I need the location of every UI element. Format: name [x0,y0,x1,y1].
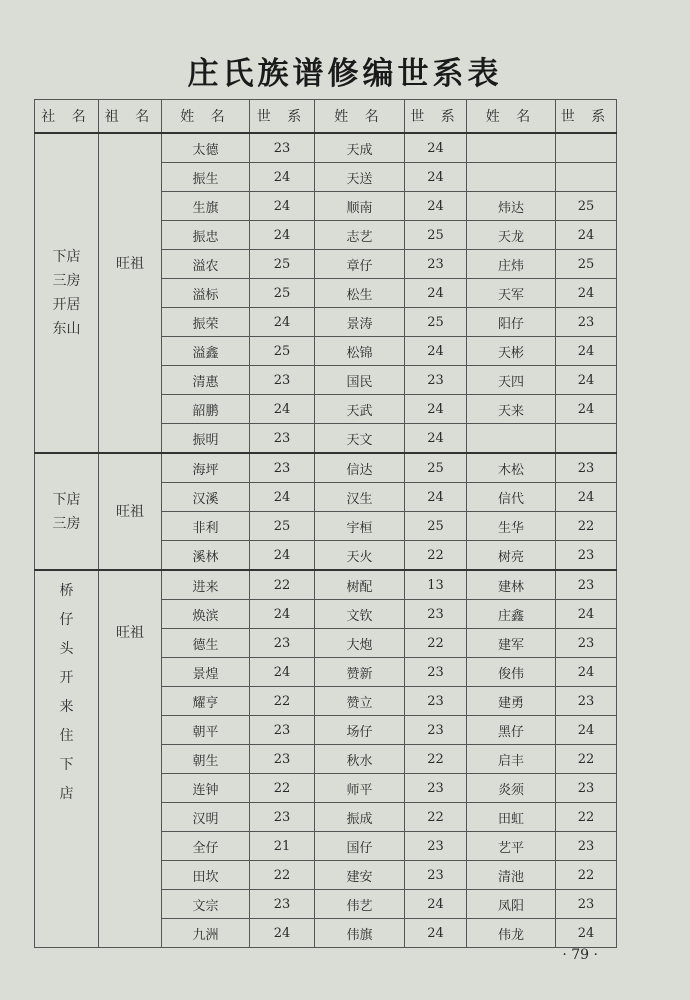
name-cell: 师平 [315,774,405,803]
shemin-line: 开居 [52,297,81,313]
name-cell: 天来 [467,395,556,424]
name-cell: 庄炜 [467,250,556,279]
generation-cell: 23 [250,803,315,832]
col-header-zumin: 祖 名 [99,100,162,134]
generation-cell: 24 [405,337,467,366]
page-title: 庄氏族谱修编世系表 [187,56,503,92]
shemin-cell [35,570,99,948]
lineage-group [35,133,617,453]
name-cell: 凤阳 [467,890,556,919]
generation-cell: 24 [250,163,315,192]
name-cell: 赞立 [315,687,405,716]
generation-cell: 24 [556,279,617,308]
generation-cell: 24 [405,192,467,221]
zumin-cell: 旺祖 [99,570,162,948]
generation-cell: 24 [556,221,617,250]
shemin-line: 下店 [52,491,81,508]
name-cell: 海坪 [162,453,250,483]
generation-cell: 23 [405,658,467,687]
shemin-line: 开 [59,670,74,686]
name-cell: 信达 [315,453,405,483]
name-cell: 九洲 [162,919,250,948]
name-cell: 韶鹏 [162,395,250,424]
generation-cell: 23 [556,629,617,658]
generation-cell: 24 [250,541,315,571]
generation-cell: 24 [556,483,617,512]
generation-cell: 23 [556,774,617,803]
name-cell: 文钦 [315,600,405,629]
generation-cell: 21 [250,832,315,861]
generation-cell: 22 [405,803,467,832]
name-cell: 文宗 [162,890,250,919]
generation-cell: 24 [405,424,467,454]
name-cell: 伟旗 [315,919,405,948]
name-cell: 天龙 [467,221,556,250]
name-cell: 伟龙 [467,919,556,948]
name-cell: 天彬 [467,337,556,366]
generation-cell [556,133,617,163]
name-cell: 建安 [315,861,405,890]
header-row [35,100,617,134]
name-cell: 伟艺 [315,890,405,919]
name-cell: 景涛 [315,308,405,337]
generation-cell: 24 [250,192,315,221]
generation-cell: 22 [250,861,315,890]
shemin-line: 东山 [52,321,81,337]
generation-cell: 23 [405,600,467,629]
name-cell: 振成 [315,803,405,832]
page-number: · 79 · [562,947,598,963]
generation-cell: 24 [405,483,467,512]
shemin-line: 住 [59,728,74,744]
shemin-line: 三房 [52,515,81,532]
name-cell: 景煌 [162,658,250,687]
generation-cell: 23 [250,453,315,483]
generation-cell: 24 [405,890,467,919]
name-cell: 田坎 [162,861,250,890]
name-cell: 木松 [467,453,556,483]
generation-cell: 24 [556,716,617,745]
name-cell: 生华 [467,512,556,541]
generation-cell: 25 [250,250,315,279]
name-cell: 焕滨 [162,600,250,629]
name-cell: 朝生 [162,745,250,774]
zumin-cell: 旺祖 [99,453,162,570]
generation-cell: 25 [250,512,315,541]
generation-cell: 23 [556,890,617,919]
name-cell: 汉溪 [162,483,250,512]
generation-cell: 23 [556,541,617,571]
generation-cell: 25 [405,453,467,483]
col-header-name-3: 姓 名 [467,100,556,134]
generation-cell: 24 [556,658,617,687]
generation-cell: 23 [250,629,315,658]
generation-cell: 23 [250,716,315,745]
col-header-name-2: 姓 名 [315,100,405,134]
name-cell: 天军 [467,279,556,308]
name-cell: 溢农 [162,250,250,279]
generation-cell: 25 [556,250,617,279]
name-cell: 炜达 [467,192,556,221]
shemin-line: 下店 [52,249,81,265]
lineage-table [34,99,617,948]
name-cell: 振生 [162,163,250,192]
name-cell: 树亮 [467,541,556,571]
name-cell: 章仔 [315,250,405,279]
name-cell: 秋水 [315,745,405,774]
name-cell: 天送 [315,163,405,192]
name-cell: 振忠 [162,221,250,250]
generation-cell: 24 [250,658,315,687]
name-cell: 大炮 [315,629,405,658]
name-cell: 炎须 [467,774,556,803]
name-cell: 德生 [162,629,250,658]
name-cell: 黑仔 [467,716,556,745]
generation-cell: 24 [250,600,315,629]
name-cell: 艺平 [467,832,556,861]
name-cell: 清惠 [162,366,250,395]
name-cell: 天火 [315,541,405,571]
name-cell [467,163,556,192]
generation-cell: 24 [405,163,467,192]
generation-cell: 23 [556,832,617,861]
col-header-name-1: 姓 名 [162,100,250,134]
name-cell: 建林 [467,570,556,600]
generation-cell: 23 [250,366,315,395]
generation-cell: 23 [405,250,467,279]
name-cell: 天文 [315,424,405,454]
generation-cell: 23 [556,687,617,716]
name-cell: 田虹 [467,803,556,832]
generation-cell: 24 [556,919,617,948]
name-cell: 场仔 [315,716,405,745]
shemin-line: 三房 [52,273,81,289]
generation-cell: 23 [250,133,315,163]
shemin-cell [35,453,99,570]
name-cell: 松锦 [315,337,405,366]
generation-cell: 24 [556,366,617,395]
name-cell: 天四 [467,366,556,395]
generation-cell: 22 [250,774,315,803]
name-cell: 庄鑫 [467,600,556,629]
generation-cell: 22 [405,629,467,658]
generation-cell: 23 [405,687,467,716]
name-cell: 全仔 [162,832,250,861]
name-cell: 志艺 [315,221,405,250]
generation-cell: 22 [405,541,467,571]
generation-cell: 24 [250,919,315,948]
table-row [35,453,617,483]
generation-cell: 24 [250,221,315,250]
name-cell: 信代 [467,483,556,512]
name-cell: 汉生 [315,483,405,512]
generation-cell: 23 [405,832,467,861]
generation-cell: 22 [556,512,617,541]
generation-cell: 24 [250,395,315,424]
generation-cell: 22 [556,861,617,890]
col-header-gen-1: 世 系 [250,100,315,134]
generation-cell: 22 [556,745,617,774]
name-cell: 进来 [162,570,250,600]
name-cell: 溪林 [162,541,250,571]
generation-cell: 25 [556,192,617,221]
generation-cell: 24 [556,395,617,424]
name-cell: 俊伟 [467,658,556,687]
name-cell: 建勇 [467,687,556,716]
generation-cell: 24 [250,483,315,512]
name-cell: 振明 [162,424,250,454]
name-cell: 溢标 [162,279,250,308]
table-row [35,570,617,600]
name-cell: 树配 [315,570,405,600]
name-cell: 阳仔 [467,308,556,337]
generation-cell: 23 [405,366,467,395]
generation-cell: 22 [250,570,315,600]
name-cell [467,133,556,163]
name-cell: 顺南 [315,192,405,221]
name-cell: 天成 [315,133,405,163]
name-cell: 启丰 [467,745,556,774]
generation-cell: 23 [556,453,617,483]
generation-cell: 22 [556,803,617,832]
generation-cell [556,163,617,192]
shemin-cell [35,133,99,453]
lineage-group [35,453,617,570]
name-cell [467,424,556,454]
shemin-line: 桥 [59,583,74,599]
name-cell: 汉明 [162,803,250,832]
name-cell: 宇桓 [315,512,405,541]
generation-cell: 23 [556,308,617,337]
name-cell: 溢鑫 [162,337,250,366]
generation-cell: 24 [405,919,467,948]
generation-cell: 24 [405,279,467,308]
generation-cell: 25 [405,308,467,337]
col-header-gen-3: 世 系 [556,100,617,134]
generation-cell: 23 [250,745,315,774]
name-cell: 耀亨 [162,687,250,716]
name-cell: 连钟 [162,774,250,803]
name-cell: 非利 [162,512,250,541]
generation-cell: 24 [405,133,467,163]
generation-cell [556,424,617,454]
generation-cell: 23 [405,774,467,803]
col-header-gen-2: 世 系 [405,100,467,134]
generation-cell: 24 [405,395,467,424]
generation-cell: 25 [250,337,315,366]
shemin-line: 下 [59,757,74,773]
name-cell: 振荣 [162,308,250,337]
generation-cell: 23 [250,424,315,454]
name-cell: 松生 [315,279,405,308]
shemin-line: 仔 [59,612,74,628]
col-header-shemin: 社 名 [35,100,99,134]
name-cell: 太德 [162,133,250,163]
name-cell: 赞新 [315,658,405,687]
generation-cell: 25 [405,221,467,250]
name-cell: 朝平 [162,716,250,745]
generation-cell: 23 [250,890,315,919]
generation-cell: 23 [556,570,617,600]
name-cell: 天武 [315,395,405,424]
zumin-cell: 旺祖 [99,133,162,453]
lineage-group [35,570,617,948]
generation-cell: 13 [405,570,467,600]
generation-cell: 24 [250,308,315,337]
generation-cell: 25 [250,279,315,308]
generation-cell: 23 [405,861,467,890]
name-cell: 国民 [315,366,405,395]
shemin-line: 店 [59,786,74,802]
name-cell: 国仔 [315,832,405,861]
name-cell: 清池 [467,861,556,890]
generation-cell: 24 [556,337,617,366]
shemin-line: 头 [59,641,74,657]
generation-cell: 23 [405,716,467,745]
generation-cell: 22 [405,745,467,774]
generation-cell: 25 [405,512,467,541]
generation-cell: 22 [250,687,315,716]
shemin-line: 来 [59,699,74,715]
name-cell: 生旗 [162,192,250,221]
generation-cell: 24 [556,600,617,629]
table-row [35,133,617,163]
name-cell: 建军 [467,629,556,658]
